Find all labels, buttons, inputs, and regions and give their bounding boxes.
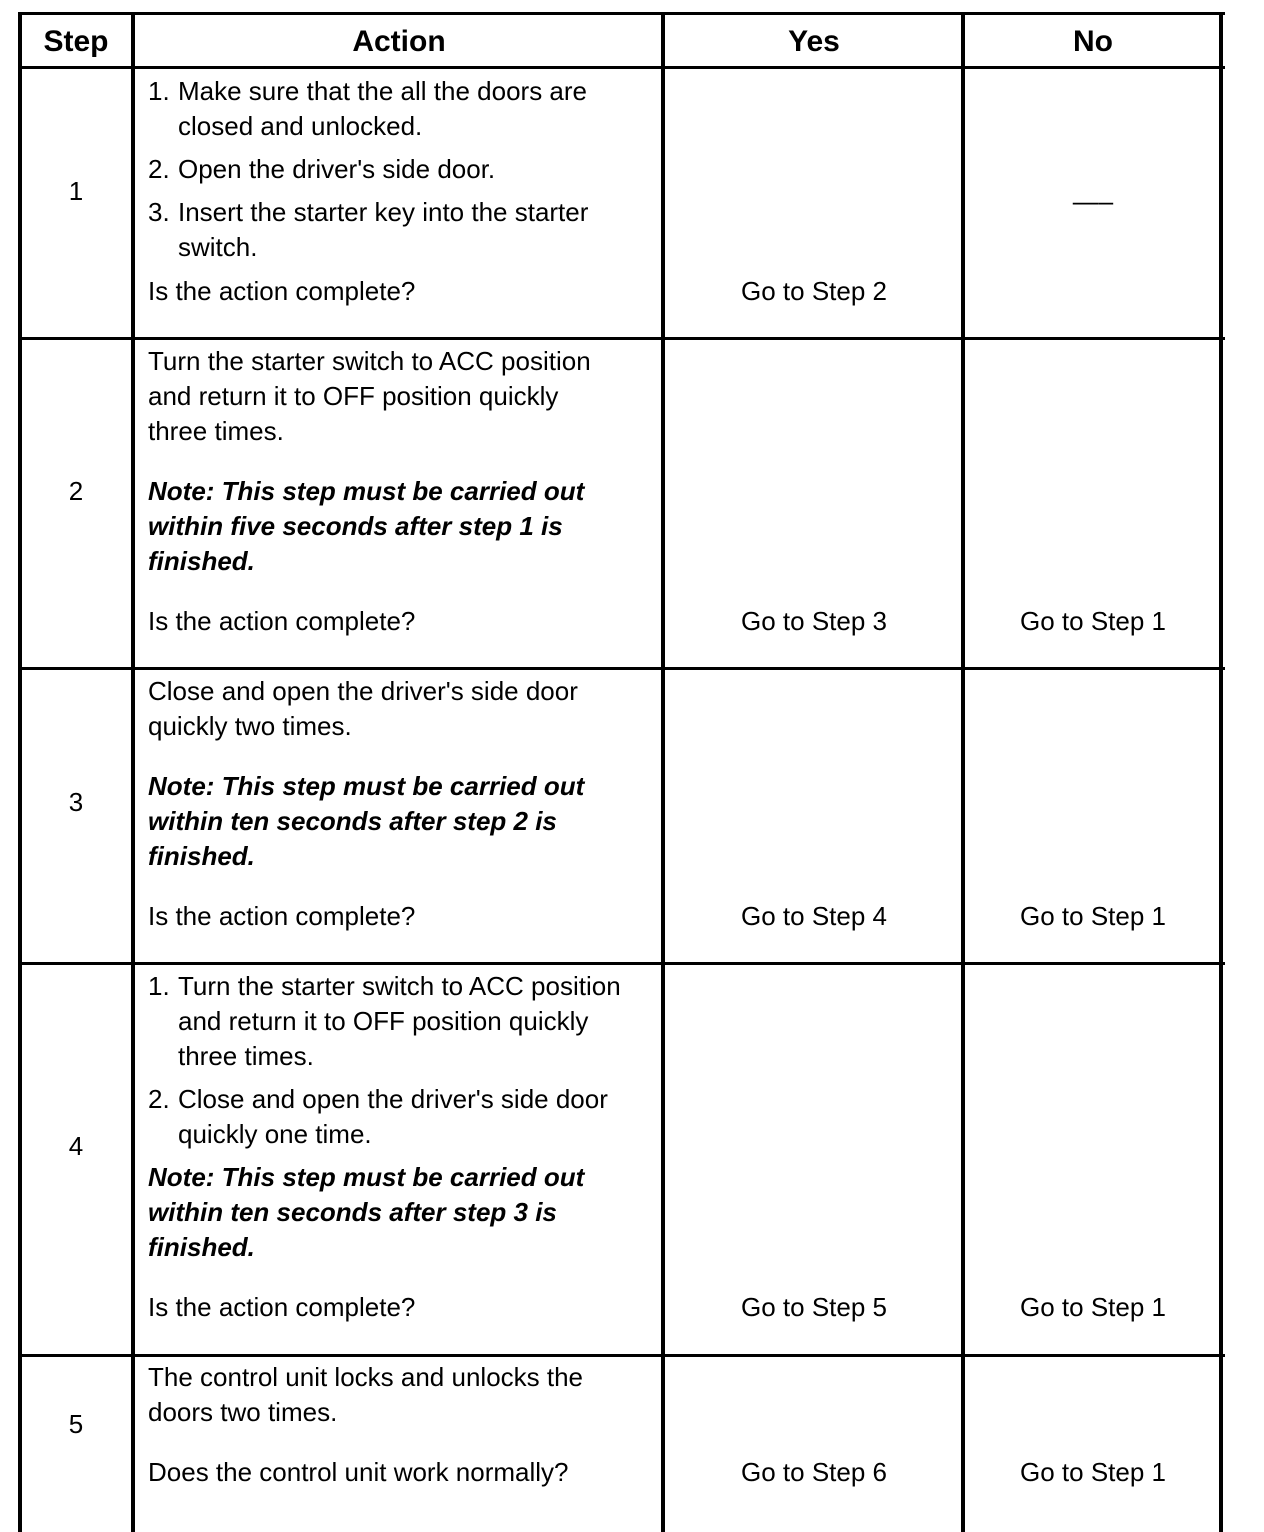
question-text: Does the control unit work normally? [148,1457,569,1487]
step-number: 4 [68,1131,84,1161]
yes-result: Go to Step 2 [741,276,887,306]
note-text: within ten seconds after step 3 is [148,1197,557,1227]
action-text: quickly two times. [148,711,352,741]
yes-result: Go to Step 3 [741,606,887,636]
column-divider [131,12,135,1532]
step-number: 2 [68,476,84,506]
question-text: Is the action complete? [148,901,416,931]
question-text: Is the action complete? [148,1292,416,1322]
no-result: Go to Step 1 [1020,606,1166,636]
action-text: three times. [148,416,284,446]
action-text: doors two times. [148,1397,338,1427]
no-result: —– [1072,186,1114,216]
question-text: Is the action complete? [148,606,416,636]
troubleshooting-table [18,12,1225,1532]
action-text: and return it to OFF position quickly [178,1006,589,1036]
action-text: quickly one time. [178,1119,372,1149]
action-text: closed and unlocked. [178,111,423,141]
list-number: 1. [148,971,170,1001]
table-border-left [18,12,22,1532]
note-text: Note: This step must be carried out [148,1162,585,1192]
list-number: 2. [148,154,170,184]
list-number: 1. [148,76,170,106]
header-divider [18,66,1225,69]
note-text: finished. [148,841,255,871]
list-number: 2. [148,1084,170,1114]
header-yes: Yes [788,25,840,58]
step-number: 3 [68,787,84,817]
row-divider [18,962,1225,965]
yes-result: Go to Step 5 [741,1292,887,1322]
action-text: The control unit locks and unlocks the [148,1362,584,1392]
note-text: within five seconds after step 1 is [148,511,563,541]
action-text: and return it to OFF position quickly [148,381,559,411]
action-text: Turn the starter switch to ACC position [148,346,591,376]
list-number: 3. [148,197,170,227]
row-divider [18,667,1225,670]
yes-result: Go to Step 6 [741,1457,887,1487]
no-result: Go to Step 1 [1020,901,1166,931]
yes-result: Go to Step 4 [741,901,887,931]
action-text: Close and open the driver's side door [178,1084,608,1114]
note-text: finished. [148,1232,255,1262]
step-number: 5 [68,1409,84,1439]
row-divider [18,337,1225,340]
action-text: three times. [178,1041,314,1071]
note-text: Note: This step must be carried out [148,771,585,801]
note-text: Note: This step must be carried out [148,476,585,506]
table-border-top [18,12,1225,15]
no-result: Go to Step 1 [1020,1292,1166,1322]
action-text: Turn the starter switch to ACC position [178,971,621,1001]
action-text: Insert the starter key into the starter [178,197,589,227]
action-text: Open the driver's side door. [178,154,496,184]
question-text: Is the action complete? [148,276,416,306]
step-number: 1 [68,176,84,206]
header-no: No [1073,25,1113,58]
header-action: Action [352,25,446,58]
header-step: Step [43,25,109,58]
note-text: finished. [148,546,255,576]
note-text: within ten seconds after step 2 is [148,806,557,836]
action-text: switch. [178,232,258,262]
action-text: Make sure that the all the doors are [178,76,588,106]
no-result: Go to Step 1 [1020,1457,1166,1487]
row-divider [18,1354,1225,1357]
action-text: Close and open the driver's side door [148,676,578,706]
